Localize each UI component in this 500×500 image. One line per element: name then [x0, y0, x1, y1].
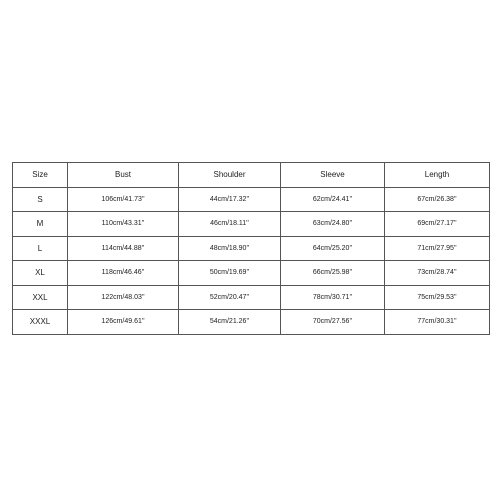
bust-cell: 110cm/43.31'' — [68, 212, 179, 237]
sleeve-cell: 66cm/25.98'' — [281, 261, 385, 286]
table-row — [13, 261, 490, 286]
shoulder-cell: 48cm/18.90'' — [179, 236, 281, 261]
table-row — [13, 187, 490, 212]
size-cell: XL — [13, 261, 68, 286]
shoulder-cell: 52cm/20.47'' — [179, 285, 281, 310]
table-row — [13, 310, 490, 335]
header-bust: Bust — [68, 163, 179, 188]
size-cell: S — [13, 187, 68, 212]
table-header-row — [13, 163, 490, 188]
length-cell: 67cm/26.38'' — [385, 187, 490, 212]
length-cell: 71cm/27.95'' — [385, 236, 490, 261]
size-chart-table — [12, 162, 490, 335]
size-cell: XXL — [13, 285, 68, 310]
shoulder-cell: 44cm/17.32'' — [179, 187, 281, 212]
sleeve-cell: 63cm/24.80'' — [281, 212, 385, 237]
length-cell: 77cm/30.31'' — [385, 310, 490, 335]
length-cell: 73cm/28.74'' — [385, 261, 490, 286]
bust-cell: 126cm/49.61'' — [68, 310, 179, 335]
bust-cell: 114cm/44.88'' — [68, 236, 179, 261]
bust-cell: 118cm/46.46'' — [68, 261, 179, 286]
size-cell: M — [13, 212, 68, 237]
header-shoulder: Shoulder — [179, 163, 281, 188]
bust-cell: 122cm/48.03'' — [68, 285, 179, 310]
length-cell: 75cm/29.53'' — [385, 285, 490, 310]
header-length: Length — [385, 163, 490, 188]
sleeve-cell: 70cm/27.56'' — [281, 310, 385, 335]
header-size: Size — [13, 163, 68, 188]
sleeve-cell: 78cm/30.71'' — [281, 285, 385, 310]
size-cell: L — [13, 236, 68, 261]
header-sleeve: Sleeve — [281, 163, 385, 188]
shoulder-cell: 54cm/21.26'' — [179, 310, 281, 335]
shoulder-cell: 46cm/18.11'' — [179, 212, 281, 237]
table-row — [13, 236, 490, 261]
table-row — [13, 212, 490, 237]
shoulder-cell: 50cm/19.69'' — [179, 261, 281, 286]
length-cell: 69cm/27.17'' — [385, 212, 490, 237]
sleeve-cell: 62cm/24.41'' — [281, 187, 385, 212]
sleeve-cell: 64cm/25.20'' — [281, 236, 385, 261]
table-row — [13, 285, 490, 310]
bust-cell: 106cm/41.73'' — [68, 187, 179, 212]
size-cell: XXXL — [13, 310, 68, 335]
